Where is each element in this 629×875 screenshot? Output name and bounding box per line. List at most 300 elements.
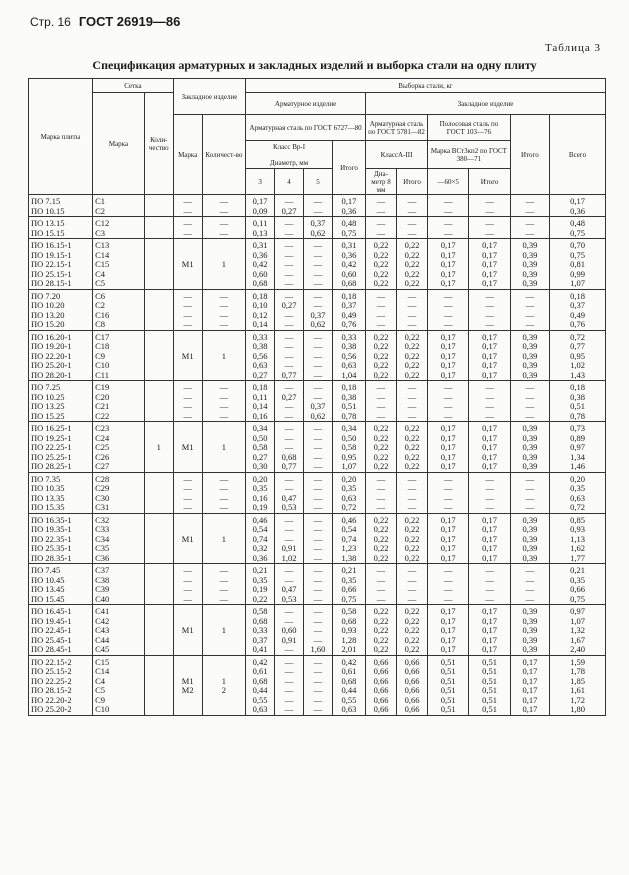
cell-value: 0,22 (404, 644, 420, 654)
table-cell (428, 289, 469, 330)
cell-value: — (183, 205, 192, 216)
cell-value: 0,37 (570, 300, 585, 310)
cell-value: — (525, 382, 535, 392)
cell-value: — (183, 196, 192, 206)
setka-count-cell (144, 605, 173, 656)
cell-value: 0,89 (570, 432, 585, 443)
cell-value: — (313, 552, 323, 563)
cell-value: С1 (95, 196, 106, 206)
cell-value: 0,37 (310, 218, 326, 228)
cell-value: С14 (95, 666, 110, 676)
cell-value: ПО 22.25-2 (31, 675, 72, 686)
table-cell (332, 472, 365, 513)
cell-value: 0,54 (341, 524, 357, 534)
table-cell (332, 239, 365, 290)
cell-value: — (219, 205, 229, 216)
cell-value: — (313, 331, 323, 342)
table-cell (93, 239, 145, 290)
cell-value: 0,39 (522, 606, 538, 616)
cell-value: — (443, 218, 453, 228)
cell-value: 0,66 (341, 584, 357, 594)
cell-value: — (376, 196, 386, 206)
cell-value: 0,17 (482, 625, 497, 635)
cell-value: 0,42 (341, 259, 357, 269)
cell-value: — (313, 350, 323, 361)
cell-value: ПО 25.35-1 (31, 543, 72, 553)
table-cell (469, 289, 510, 330)
cell-value: — (407, 584, 417, 594)
cell-value: — (219, 391, 229, 402)
setka-count-cell (144, 330, 173, 381)
cell-value: С22 (95, 410, 110, 421)
cell-value: ПО 15.15 (31, 227, 65, 238)
zakl-count-cell (202, 239, 245, 290)
cell-value: 0,42 (252, 259, 268, 269)
cell-value: — (485, 401, 494, 411)
cell-value: С9 (95, 350, 106, 361)
cell-value: 1,77 (570, 552, 585, 563)
table-cell (332, 330, 365, 381)
cell-value: С5 (95, 685, 106, 695)
cell-value: ПО 25.20-2 (31, 704, 72, 714)
cell-value: — (183, 227, 192, 238)
cell-value: — (219, 319, 229, 329)
cell-value: ПО 10.15 (31, 205, 65, 216)
cell-value: 0,72 (570, 502, 585, 512)
cell-value: 0,17 (522, 666, 538, 676)
cell-value: — (313, 533, 323, 544)
cell-value: — (313, 451, 323, 462)
cell-value: 0,17 (482, 615, 497, 626)
cell-value: 0,09 (252, 205, 268, 216)
cell-value: 0,35 (252, 574, 268, 585)
cell-value: — (219, 218, 229, 228)
cell-value: — (443, 382, 453, 392)
table-cell (469, 381, 510, 422)
table-cell (366, 605, 397, 656)
table-cell (510, 239, 549, 290)
cell-value: 0,48 (570, 218, 585, 228)
cell-value: — (284, 666, 294, 676)
cell-value: — (407, 401, 417, 411)
cell-value: 0,22 (373, 331, 389, 342)
cell-value: — (219, 492, 229, 503)
cell-value: 0,17 (440, 451, 456, 462)
cell-value: — (219, 227, 229, 238)
cell-value: 0,46 (341, 514, 357, 525)
col-itogo: Итого (332, 141, 365, 195)
cell-value: — (407, 391, 417, 402)
table-title: Спецификация арматурных и закладных изделий и выборка стали на одну плиту (92, 58, 537, 72)
cell-value: — (284, 615, 294, 626)
table-cell (428, 239, 469, 290)
cell-value: 0,22 (404, 615, 420, 626)
cell-value: 0,39 (522, 341, 538, 351)
cell-value: 0,49 (570, 309, 585, 320)
cell-value: ПО 7.45 (31, 565, 61, 575)
cell-value: 1,60 (310, 644, 326, 654)
cell-value: 0,63 (252, 360, 268, 370)
cell-value: 0,39 (522, 625, 538, 635)
cell-value: ПО 19.35-1 (31, 524, 72, 534)
cell-value: 0,22 (373, 369, 389, 380)
table-row-group (29, 289, 606, 330)
cell-value: М1 (181, 350, 194, 361)
cell-value: — (219, 574, 229, 585)
cell-value: 0,75 (570, 593, 585, 604)
cell-value: — (219, 290, 229, 301)
cell-value: ПО 19.15-1 (31, 249, 72, 260)
cell-value: — (485, 218, 494, 228)
table-cell (275, 330, 304, 381)
cell-value: 2,01 (341, 644, 357, 654)
cell-value: 0,35 (570, 483, 585, 493)
cell-value: 0,22 (373, 240, 389, 250)
cell-value: 0,17 (482, 268, 497, 279)
table-cell (510, 195, 549, 217)
cell-value: — (313, 278, 323, 288)
cell-value: 0,27 (281, 391, 297, 402)
cell-value: — (219, 584, 229, 594)
cell-value: — (485, 410, 494, 421)
cell-value: — (284, 401, 294, 411)
cell-value: 0,20 (570, 473, 585, 484)
cell-value: 0,17 (482, 451, 497, 462)
cell-value: — (284, 432, 294, 443)
cell-value: 0,22 (404, 461, 420, 471)
cell-value: 0,95 (570, 350, 585, 361)
cell-value: 0,22 (404, 360, 420, 370)
table-cell (469, 655, 510, 715)
table-cell (93, 289, 145, 330)
cell-value: С23 (95, 423, 110, 433)
cell-value: — (443, 227, 453, 238)
zakl-count-cell (202, 564, 245, 605)
cell-value: — (284, 442, 294, 452)
table-cell (303, 605, 332, 656)
cell-value: 1,67 (570, 634, 585, 645)
cell-value: — (219, 593, 229, 604)
cell-value: 0,22 (404, 278, 420, 288)
cell-value: 0,73 (570, 423, 585, 433)
cell-value: 0,54 (252, 524, 268, 534)
cell-value: 1 (156, 442, 161, 452)
cell-value: — (219, 309, 229, 320)
cell-value: 0,68 (341, 278, 357, 288)
table-cell (303, 195, 332, 217)
cell-value: — (407, 382, 417, 392)
cell-value: — (313, 360, 323, 370)
cell-value: 0,22 (373, 461, 389, 471)
cell-value: 0,37 (341, 300, 357, 310)
cell-value: — (407, 502, 417, 512)
cell-value: — (284, 606, 294, 616)
cell-value: 0,17 (440, 514, 456, 525)
cell-value: 0,17 (440, 369, 456, 380)
table-cell (29, 381, 93, 422)
table-cell (275, 381, 304, 422)
table-cell (275, 472, 304, 513)
cell-value: — (376, 593, 386, 604)
zakl-marka-cell (173, 422, 202, 473)
cell-value: 0,51 (440, 685, 456, 695)
cell-value: 0,22 (373, 634, 389, 645)
cell-value: 0,58 (252, 606, 268, 616)
cell-value: — (485, 309, 494, 320)
cell-value: 0,22 (373, 625, 389, 635)
page-number: Стр. 16 (30, 15, 71, 29)
table-cell (93, 195, 145, 217)
table-cell (246, 217, 275, 239)
cell-value: — (313, 196, 323, 206)
cell-value: 0,78 (341, 410, 357, 421)
cell-value: — (407, 205, 417, 216)
cell-value: 0,39 (522, 533, 538, 544)
zakl-marka-cell (173, 472, 202, 513)
col-diam8: Диа-метр 8 мм (366, 169, 397, 195)
cell-value: — (313, 492, 323, 503)
table-cell (397, 239, 428, 290)
cell-value: 0,51 (440, 694, 456, 705)
cell-value: ПО 19.25-1 (31, 432, 72, 443)
cell-value: ПО 13.20 (31, 309, 65, 320)
cell-value: 0,32 (252, 543, 268, 553)
cell-value: С10 (95, 704, 110, 714)
cell-value: — (485, 502, 494, 512)
cell-value: 0,20 (341, 473, 357, 484)
cell-value: ПО 25.25-1 (31, 451, 72, 462)
cell-value: 0,51 (440, 704, 456, 714)
cell-value: 0,44 (252, 685, 268, 695)
cell-value: 0,60 (341, 268, 357, 279)
cell-value: 0,17 (482, 259, 497, 269)
cell-value: 0,36 (252, 552, 268, 563)
cell-value: — (313, 584, 323, 594)
cell-value: — (376, 483, 386, 493)
cell-value: — (183, 410, 192, 421)
col-d3: 3 (246, 169, 275, 195)
col-zakl-marka: Марка (173, 115, 202, 195)
cell-value: — (485, 300, 494, 310)
cell-value: 0,22 (404, 268, 420, 279)
table-row-group (29, 381, 606, 422)
table-cell (469, 422, 510, 473)
cell-value: — (525, 401, 535, 411)
table-cell (246, 239, 275, 290)
cell-value: — (443, 483, 453, 493)
cell-value: — (485, 584, 494, 594)
cell-value: 0,22 (404, 625, 420, 635)
table-cell (275, 195, 304, 217)
cell-value: С24 (95, 432, 110, 443)
cell-value: ПО 16.45-1 (31, 606, 72, 616)
cell-value: ПО 10.35 (31, 483, 65, 493)
cell-value: — (313, 268, 323, 279)
cell-value: 0,19 (252, 502, 268, 512)
cell-value: — (525, 473, 535, 484)
cell-value: — (376, 565, 386, 575)
cell-value: — (313, 391, 323, 402)
cell-value: — (443, 319, 453, 329)
col-klass-vr: Класс Вр-I Диаметр, мм (246, 141, 333, 169)
table-cell (510, 289, 549, 330)
cell-value: 0,18 (570, 382, 585, 392)
cell-value: — (443, 196, 453, 206)
cell-value: 0,39 (522, 432, 538, 443)
table-cell (275, 513, 304, 564)
table-cell (366, 330, 397, 381)
cell-value: — (485, 319, 494, 329)
cell-value: 0,63 (570, 492, 585, 503)
cell-value: 0,12 (252, 309, 268, 320)
cell-value: 0,39 (522, 461, 538, 471)
cell-value: 0,37 (252, 634, 268, 645)
cell-value: 0,66 (404, 656, 420, 667)
cell-value: — (376, 473, 386, 484)
cell-value: 0,22 (404, 451, 420, 462)
cell-value: 0,47 (281, 492, 297, 503)
cell-value: 0,17 (522, 694, 538, 705)
cell-value: 0,18 (341, 382, 357, 392)
zakl-count-cell (202, 381, 245, 422)
cell-value: 0,66 (373, 694, 389, 705)
cell-value: ПО 7.20 (31, 290, 61, 301)
cell-value: — (313, 473, 323, 484)
setka-count-cell (144, 472, 173, 513)
cell-value: С11 (95, 369, 109, 380)
cell-value: 0,55 (252, 694, 268, 705)
zakl-marka-cell (173, 289, 202, 330)
cell-value: 0,66 (570, 584, 585, 594)
cell-value: 0,17 (440, 644, 456, 654)
cell-value: — (376, 300, 386, 310)
table-cell (550, 605, 606, 656)
cell-value: 0,17 (482, 360, 497, 370)
table-cell (428, 513, 469, 564)
cell-value: 0,75 (570, 227, 585, 238)
cell-value: 0,22 (404, 634, 420, 645)
cell-value: 0,17 (482, 423, 497, 433)
cell-value: 0,27 (252, 369, 268, 380)
cell-value: ПО 22.15-1 (31, 259, 72, 269)
cell-value: 0,27 (281, 205, 297, 216)
cell-value: 0,62 (310, 319, 326, 329)
cell-value: ПО 13.35 (31, 492, 65, 503)
table-cell (428, 330, 469, 381)
cell-value: — (284, 331, 294, 342)
cell-value: 0,75 (570, 249, 585, 260)
zakl-marka-cell (173, 381, 202, 422)
cell-value: ПО 15.25 (31, 410, 65, 421)
cell-value: ПО 10.25 (31, 391, 65, 402)
table-cell (366, 564, 397, 605)
cell-value: ПО 28.15-1 (31, 278, 72, 288)
cell-value: 0,22 (373, 524, 389, 534)
cell-value: — (443, 205, 453, 216)
table-cell (29, 289, 93, 330)
cell-value: ПО 25.20-1 (31, 360, 72, 370)
cell-value: 1,32 (570, 625, 585, 635)
cell-value: 0,66 (404, 675, 420, 686)
zakl-marka-cell (173, 513, 202, 564)
cell-value: 0,17 (482, 514, 497, 525)
cell-value: С13 (95, 240, 110, 250)
cell-value: 0,60 (252, 268, 268, 279)
cell-value: 0,27 (252, 451, 268, 462)
cell-value: ПО 16.35-1 (31, 514, 72, 525)
cell-value: 0,66 (404, 704, 420, 714)
cell-value: 0,56 (252, 350, 268, 361)
table-cell (428, 422, 469, 473)
table-cell (246, 422, 275, 473)
table-cell (29, 472, 93, 513)
cell-value: С44 (95, 634, 110, 645)
table-cell (510, 330, 549, 381)
cell-value: — (284, 196, 294, 206)
cell-value: С33 (95, 524, 110, 534)
cell-value: — (284, 278, 294, 288)
cell-value: 2 (221, 685, 227, 695)
cell-value: 0,22 (404, 249, 420, 260)
table-cell (428, 564, 469, 605)
cell-value: 0,39 (522, 331, 538, 342)
cell-value: — (443, 391, 453, 402)
cell-value: 1 (221, 350, 227, 361)
cell-value: — (313, 300, 323, 310)
cell-value: — (443, 300, 453, 310)
cell-value: 0,72 (341, 502, 357, 512)
table-cell (397, 217, 428, 239)
cell-value: 0,68 (341, 675, 357, 686)
cell-value: 0,17 (440, 360, 456, 370)
cell-value: — (284, 227, 294, 238)
cell-value: 0,22 (373, 442, 389, 452)
cell-value: ПО 22.25-1 (31, 442, 72, 452)
table-cell (397, 472, 428, 513)
cell-value: — (284, 309, 294, 320)
cell-value: 0,17 (482, 543, 497, 553)
cell-value: 0,39 (522, 268, 538, 279)
table-cell (93, 655, 145, 715)
page-header (30, 14, 180, 30)
cell-value: 0,35 (341, 483, 357, 493)
cell-value: 1,61 (570, 685, 585, 695)
cell-value: — (407, 492, 417, 503)
cell-value: 0,22 (373, 615, 389, 626)
cell-value: 0,13 (252, 227, 268, 238)
cell-value: 0,66 (404, 685, 420, 695)
zakl-count-cell (202, 217, 245, 239)
cell-value: ПО 28.20-1 (31, 369, 72, 380)
table-cell (510, 564, 549, 605)
setka-count-cell (144, 239, 173, 290)
zakl-count-cell (202, 330, 245, 381)
cell-value: 1 (221, 533, 227, 544)
cell-value: ПО 16.15-1 (31, 240, 72, 250)
cell-value: 0,22 (373, 249, 389, 260)
table-cell (510, 422, 549, 473)
table-cell (275, 289, 304, 330)
cell-value: — (443, 290, 453, 301)
cell-value: С29 (95, 483, 110, 493)
cell-value: — (183, 473, 192, 484)
cell-value: 0,39 (522, 259, 538, 269)
cell-value: 0,39 (522, 442, 538, 452)
cell-value: С41 (95, 606, 110, 616)
cell-value: — (376, 227, 386, 238)
cell-value: 0,33 (252, 331, 268, 342)
cell-value: 0,16 (252, 492, 268, 503)
